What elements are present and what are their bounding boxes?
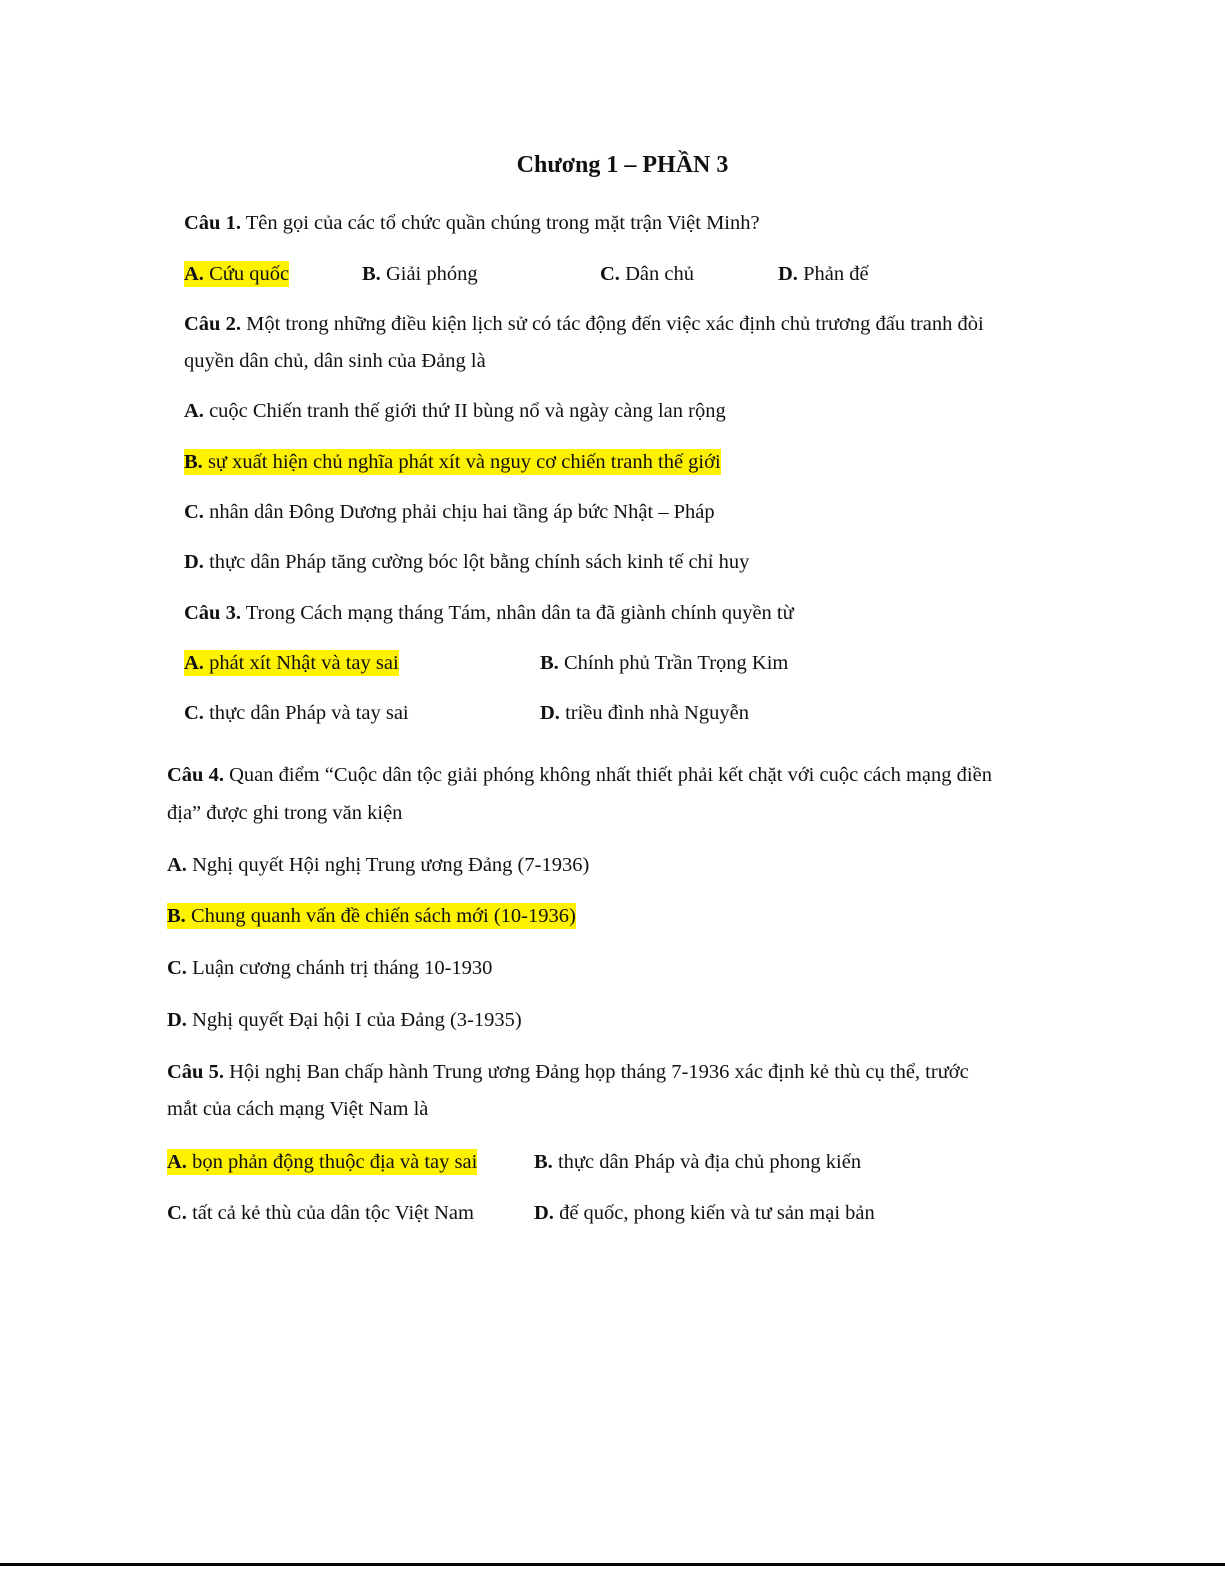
q3-option-d xyxy=(540,700,749,726)
question-4-text: Quan điểm “Cuộc dân tộc giải phóng không nhất thiết phải kết chặt với cuộc cách mạng điền xyxy=(223,764,992,786)
q5-option-d xyxy=(534,1200,875,1226)
question-3 xyxy=(184,600,794,626)
option-text: bọn phản động thuộc địa và tay sai xyxy=(186,1151,478,1173)
q1-option-b xyxy=(362,261,478,287)
page-title: Chương 1 – PHẦN 3 xyxy=(516,152,729,178)
option-text: cuộc Chiến tranh thế giới thứ II bùng nổ và ngày càng lan rộng xyxy=(203,400,726,422)
question-2 xyxy=(184,311,984,337)
option-label: C. xyxy=(167,957,187,979)
option-label: B. xyxy=(540,652,559,674)
q2-option-a xyxy=(184,398,726,424)
q1-option-c xyxy=(600,261,694,287)
question-5-label: Câu 5. xyxy=(167,1061,224,1083)
option-label: C. xyxy=(184,702,204,724)
option-text: Chính phủ Trần Trọng Kim xyxy=(558,652,789,674)
page-bottom-divider xyxy=(0,1563,1225,1566)
option-text: thực dân Pháp và địa chủ phong kiến xyxy=(552,1151,862,1173)
question-5-text: Hội nghị Ban chấp hành Trung ương Đảng họp tháng 7-1936 xác định kẻ thù cụ thể, trước xyxy=(223,1061,969,1083)
q4-option-c xyxy=(167,955,492,981)
option-text: phát xít Nhật và tay sai xyxy=(203,652,399,674)
question-4-cont: địa” được ghi trong văn kiện xyxy=(167,802,403,824)
q2-option-d xyxy=(184,549,749,575)
option-label: D. xyxy=(540,702,560,724)
option-label: D. xyxy=(167,1009,187,1031)
question-3-text: Trong Cách mạng tháng Tám, nhân dân ta đã giành chính quyền từ xyxy=(240,602,794,624)
option-label: C. xyxy=(184,501,204,523)
question-2-label: Câu 2. xyxy=(184,313,241,335)
option-label: D. xyxy=(184,551,204,573)
q5-option-b xyxy=(534,1149,861,1175)
option-text: Cứu quốc xyxy=(203,263,290,285)
option-label: A. xyxy=(184,400,204,422)
q4-option-a xyxy=(167,852,589,878)
option-label: C. xyxy=(600,263,620,285)
question-2-cont: quyền dân chủ, dân sinh của Đảng là xyxy=(184,350,486,372)
option-text: Dân chủ xyxy=(619,263,694,285)
question-1-label: Câu 1. xyxy=(184,212,241,234)
question-1 xyxy=(184,210,760,236)
option-text: Chung quanh vấn đề chiến sách mới (10-1936) xyxy=(185,905,576,927)
question-2-text: Một trong những điều kiện lịch sử có tác động đến việc xác định chủ trương đấu tranh đòi xyxy=(240,313,984,335)
q4-option-d xyxy=(167,1007,522,1033)
option-text: Nghị quyết Hội nghị Trung ương Đảng (7-1936) xyxy=(186,854,590,876)
q3-option-c xyxy=(184,700,409,726)
option-text: đế quốc, phong kiến và tư sản mại bản xyxy=(553,1202,875,1224)
q4-option-b-correct xyxy=(167,903,576,929)
option-text: Luận cương chánh trị tháng 10-1930 xyxy=(186,957,493,979)
option-text: thực dân Pháp tăng cường bóc lột bằng chính sách kinh tế chỉ huy xyxy=(203,551,750,573)
q2-option-c xyxy=(184,499,715,525)
q2-option-b-correct xyxy=(184,449,721,475)
option-label: A. xyxy=(184,652,204,674)
q1-option-d xyxy=(778,261,869,287)
q1-option-a-correct xyxy=(184,261,289,287)
option-text: tất cả kẻ thù của dân tộc Việt Nam xyxy=(186,1202,474,1224)
q5-option-c xyxy=(167,1200,474,1226)
question-4-label: Câu 4. xyxy=(167,764,224,786)
option-text: Phản đế xyxy=(797,263,869,285)
option-text: triều đình nhà Nguyễn xyxy=(559,702,749,724)
option-label: A. xyxy=(184,263,204,285)
question-1-text: Tên gọi của các tổ chức quần chúng trong mặt trận Việt Minh? xyxy=(240,212,760,234)
option-label: B. xyxy=(362,263,381,285)
option-label: D. xyxy=(778,263,798,285)
question-5-cont: mắt của cách mạng Việt Nam là xyxy=(167,1098,429,1120)
option-text: sự xuất hiện chủ nghĩa phát xít và nguy cơ chiến tranh thế giới xyxy=(202,451,721,473)
option-label: B. xyxy=(184,451,203,473)
q3-option-b xyxy=(540,650,788,676)
option-label: B. xyxy=(167,905,186,927)
option-label: C. xyxy=(167,1202,187,1224)
option-text: Giải phóng xyxy=(380,263,478,285)
question-4 xyxy=(167,762,992,788)
option-text: Nghị quyết Đại hội I của Đảng (3-1935) xyxy=(186,1009,522,1031)
option-label: A. xyxy=(167,854,187,876)
q3-option-a-correct xyxy=(184,650,399,676)
option-label: A. xyxy=(167,1151,187,1173)
question-5 xyxy=(167,1059,969,1085)
option-label: B. xyxy=(534,1151,553,1173)
question-3-label: Câu 3. xyxy=(184,602,241,624)
q5-option-a-correct xyxy=(167,1149,477,1175)
option-text: nhân dân Đông Dương phải chịu hai tầng áp bức Nhật – Pháp xyxy=(203,501,715,523)
option-text: thực dân Pháp và tay sai xyxy=(203,702,409,724)
option-label: D. xyxy=(534,1202,554,1224)
